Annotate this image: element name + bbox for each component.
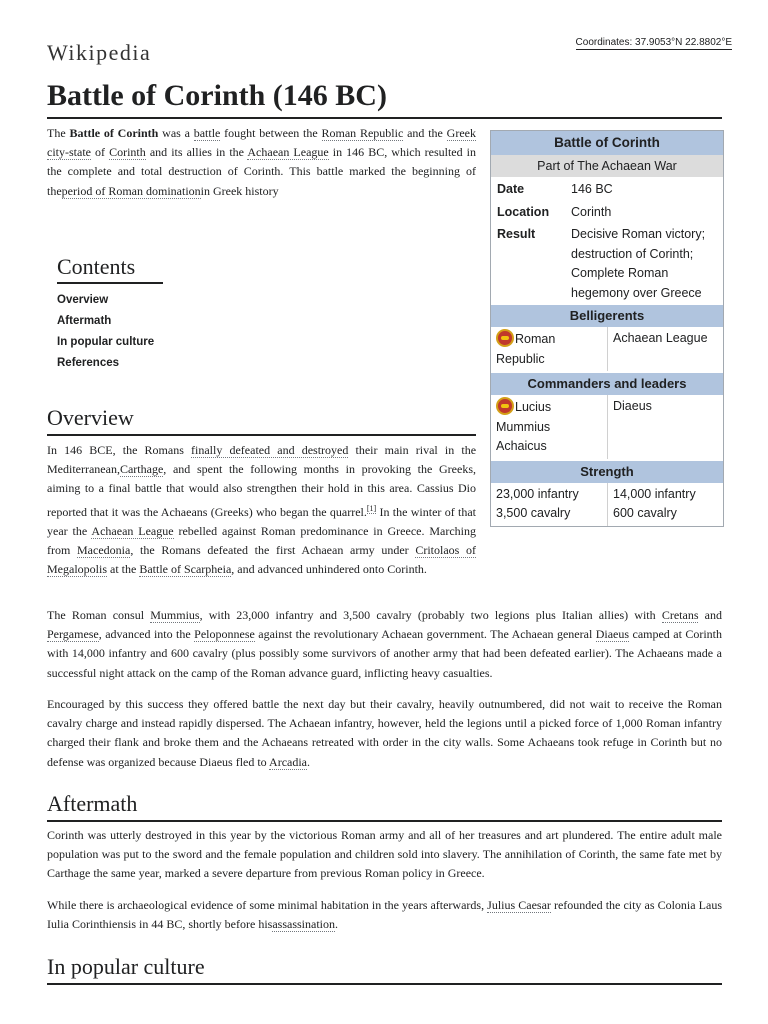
heading-aftermath: Aftermath	[47, 791, 722, 822]
link-battle-of-scarpheia[interactable]: Battle of Scarpheia	[139, 562, 232, 577]
infobox-belligerents-heading: Belligerents	[491, 305, 723, 327]
toc-item-overview[interactable]: Overview	[57, 294, 109, 306]
infobox	[490, 130, 724, 527]
strength-achaean: 14,000 infantry 600 cavalry	[607, 483, 723, 526]
link-city-state[interactable]: city-state	[47, 145, 91, 160]
infobox-label: Location	[497, 204, 550, 219]
link-peloponnese[interactable]: Peloponnese	[194, 627, 255, 642]
infobox-subtitle[interactable]: Part of The Achaean War	[491, 155, 723, 177]
infobox-value: Decisive Roman victory; destruction of Corinth; Complete Roman hegemony over Greece	[571, 227, 706, 300]
link-roman-domination[interactable]: period of Roman domination	[61, 183, 201, 198]
link-roman-republic[interactable]: Roman Republic	[321, 126, 404, 140]
roman-vexillum-icon	[496, 397, 514, 415]
aftermath-paragraph-1: Corinth was utterly destroyed in this year by the victorious Roman army and all of her treasures and art plundered. The entire adult male population was put to the sword and the female population and children sold into slavery. The annihilation of Corinth, the same fate met by Carthage the same year, marked a severe departure from previous Roman policy in Greece.	[47, 828, 722, 881]
infobox-strength	[491, 483, 723, 526]
link-corinth[interactable]: Corinth	[109, 145, 146, 160]
link-achaean-league-2[interactable]: Achaean League	[91, 523, 174, 538]
link-achaean-league[interactable]: Achaean League	[247, 145, 329, 160]
infobox-label: Result	[497, 227, 536, 241]
heading-popular-culture: In popular culture	[47, 954, 722, 985]
infobox-value: 146 BC	[571, 182, 613, 196]
link-assassination[interactable]: assassination	[272, 917, 335, 932]
link-macedonia[interactable]: Macedonia	[77, 543, 131, 558]
link-critolaos[interactable]: Critolaos of Megalopolis	[47, 543, 477, 577]
infobox-title: Battle of Corinth	[491, 131, 723, 155]
toc-item-popular-culture[interactable]: In popular culture	[57, 336, 155, 348]
toc-item-references[interactable]: References	[57, 357, 120, 369]
link-battle[interactable]: battle	[193, 126, 221, 140]
infobox-strength-heading: Strength	[491, 461, 723, 483]
link-greek[interactable]: Greek	[446, 126, 476, 140]
infobox-commanders-heading: Commanders and leaders	[491, 373, 723, 395]
infobox-belligerents	[491, 327, 723, 371]
link-arcadia[interactable]: Arcadia	[269, 754, 308, 769]
toc-item-aftermath[interactable]: Aftermath	[57, 315, 112, 327]
roman-vexillum-icon	[496, 329, 514, 347]
belligerent-rome[interactable]: Roman Republic	[491, 327, 607, 371]
overview-paragraph-2: The Roman consul Mummius, with 23,000 infantry and 3,500 cavalry (probably two legions plus Italian allies) with Cretans and Pergamese, advanced into the Peloponnese against the revolutionary Achaean government. The Achaean general Diaeus camped at Corinth with 14,000 infantry and 600 cavalry (plus possibly some survivors of another army that had been defeated earlier). The Achaeans made a successful night attack on the camp of the Roman advance guard, inflicting heavy casualties.	[47, 608, 723, 680]
infobox-label: Date	[497, 182, 525, 196]
intro-paragraph: The Battle of Corinth was a battle fought between the Roman Republic and the Greek city-state of Corinth and its allies in the Achaean League in 146 BC, which resulted in the complete and total destruction of Corinth. This battle marked the beginning of theperiod of Roman dominationin Greek history	[47, 126, 477, 198]
infobox-row-location	[491, 203, 723, 223]
belligerent-achaean[interactable]: Achaean League	[607, 327, 723, 371]
table-of-contents	[57, 254, 163, 374]
aftermath-paragraph-2: While there is archaeological evidence of some minimal habitation in the years afterwards, Julius Caesar refounded the city as Colonia Laus Iulia Corinthiensis in 44 BC, shortly before hisassassination.	[47, 898, 722, 932]
infobox-commanders	[491, 395, 723, 459]
bold-title: Battle of Corinth	[69, 126, 159, 140]
infobox-value[interactable]: Corinth	[571, 204, 612, 219]
heading-overview: Overview	[47, 405, 476, 436]
link-pergamese[interactable]: Pergamese	[47, 627, 99, 642]
link-cretans[interactable]: Cretans	[661, 608, 699, 622]
overview-paragraph-3: Encouraged by this success they offered battle the next day but their cavalry, heavily outnumbered, did not wait to receive the Roman cavalry charge and instead rapidly dispersed. The Achaean infantry, however, held the legions until a picked force of 1,000 Roman infantry charged their flank and broke them and the Achaeans retreated with order in the city walls. Some Achaeans took refuge in Corinth but no defense was organized because Diaeus fled to Arcadia.	[47, 697, 722, 769]
link-third-punic-war[interactable]: finally defeated and destroyed	[191, 443, 349, 457]
link-mummius[interactable]: Mummius	[150, 608, 200, 622]
page-title: Battle of Corinth (146 BC)	[47, 78, 722, 119]
link-diaeus[interactable]: Diaeus	[595, 627, 630, 642]
reference-1[interactable]: [1]	[366, 503, 377, 513]
commander-diaeus[interactable]: Diaeus	[607, 395, 723, 459]
infobox-row-date	[491, 180, 723, 200]
coordinates-link[interactable]: Coordinates: 37.9053°N 22.8802°E	[575, 37, 732, 48]
strength-rome: 23,000 infantry 3,500 cavalry	[496, 486, 579, 520]
wikipedia-logo[interactable]: Wikipedia	[47, 40, 152, 65]
infobox-row-result	[491, 225, 723, 303]
toc-title: Contents	[57, 254, 163, 284]
overview-paragraph-1: In 146 BCE, the Romans finally defeated and destroyed their main rival in the Mediterranean,Carthage, and spent the following months in provoking the Greeks, aiming to a final battle that would also strengthen their hold in this area. Cassius Dio reported that it was the Achaeans (Greeks) who began the quarrel.[1] In the winter of that year the Achaean League rebelled against Roman predominance in Greece. Marching from Macedonia, the Romans defeated the first Achaean army under Critolaos of Megalopolis at the Battle of Scarpheia, and advanced unhindered onto Corinth.	[47, 443, 477, 577]
link-julius-caesar[interactable]: Julius Caesar	[487, 898, 551, 912]
link-carthage[interactable]: Carthage	[119, 462, 164, 477]
commander-mummius[interactable]: Lucius Mummius Achaicus	[491, 395, 607, 459]
